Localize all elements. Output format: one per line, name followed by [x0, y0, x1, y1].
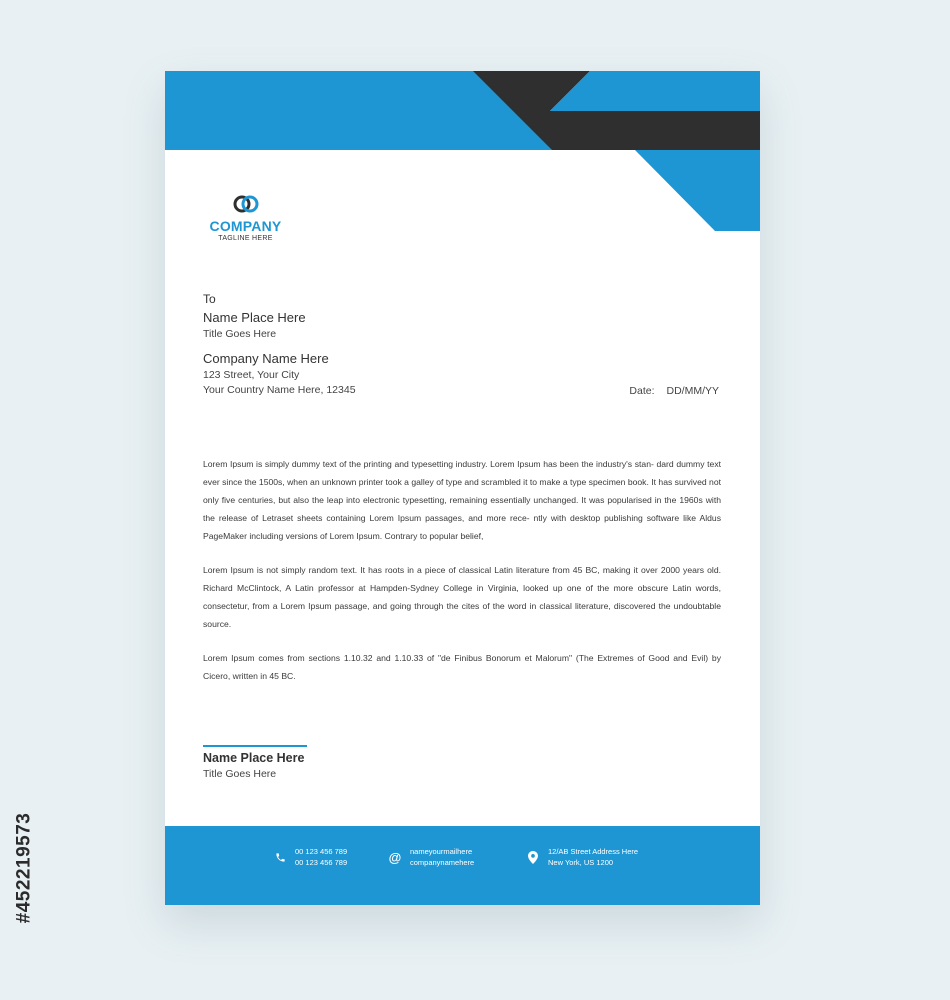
- letter-body: [203, 455, 721, 701]
- footer-email-line2: companynamehere: [410, 857, 475, 867]
- company-address-block: [203, 351, 356, 396]
- header-blue-wedge: [635, 150, 760, 231]
- body-paragraph: Lorem Ipsum is not simply random text. It has roots in a piece of classical Latin literature from 45 BC, making it over 2000 years old. Richard McClintock, A Latin professor at Hampden-Sydney College in Virginia, looked up one of the more obscure Latin words, consectetur, from a Lorem Ipsum passage, and going through the cites of the word in classical literature, discovered the undoubtable source.: [203, 565, 721, 629]
- recipient-title: Title Goes Here: [203, 328, 277, 340]
- date-field: [629, 385, 719, 397]
- letterhead-page: [165, 71, 760, 905]
- footer-email: [388, 847, 474, 868]
- recipient-block: [203, 292, 306, 340]
- company-logo: [203, 194, 288, 242]
- logo-tagline: TAGLINE HERE: [218, 235, 273, 242]
- recipient-name: Name Place Here: [203, 310, 306, 325]
- signature-name: Name Place Here: [203, 751, 305, 765]
- footer-phone-line2: 00 123 456 789: [295, 857, 348, 867]
- phone-icon: [273, 851, 287, 865]
- company-country: Your Country Name Here, 12345: [203, 384, 356, 396]
- footer-address-line2: New York, US 1200: [548, 857, 614, 867]
- at-icon: @: [388, 850, 402, 865]
- interlocked-rings-icon: [232, 194, 260, 214]
- stock-id-watermark: [14, 760, 34, 975]
- signature-title: Title Goes Here: [203, 768, 277, 780]
- footer-phone: [273, 847, 347, 868]
- logo-company-name: COMPANY: [209, 218, 282, 234]
- location-pin-icon: [526, 851, 540, 865]
- stock-id-text: #452219573: [13, 812, 35, 923]
- footer-address-line1: 12/AB Street Address Here: [548, 847, 639, 856]
- footer-band: [165, 826, 760, 905]
- footer-address: [526, 847, 638, 868]
- date-value: DD/MM/YY: [666, 385, 719, 397]
- company-street: 123 Street, Your City: [203, 369, 300, 381]
- footer-email-line1: nameyourmailhere: [410, 847, 473, 856]
- footer-phone-line1: 00 123 456 789: [295, 847, 348, 856]
- body-paragraph: Lorem Ipsum comes from sections 1.10.32 and 1.10.33 of "de Finibus Bonorum et Malorum" (The Extremes of Good and Evil) by Cicero, written in 45 BC.: [203, 653, 721, 681]
- company-name: Company Name Here: [203, 351, 329, 366]
- signature-rule: [203, 745, 307, 747]
- body-paragraph: Lorem Ipsum is simply dummy text of the printing and typesetting industry. Lorem Ipsum has been the industry's stan- dard dummy text ever since the 1500s, when an unknown printer took a galley of type and scrambled it to make a type specimen book. It has survived not only five centuries, but also the leap into electronic typesetting, remaining essentially unchanged. It was popularised in the 1960s with the release of Letraset sheets containing Lorem Ipsum passages, and more rece- ntly with desktop publishing software like Aldus PageMaker including versions of Lorem Ipsum. Contrary to popular belief,: [203, 459, 721, 541]
- date-label: Date:: [629, 385, 655, 397]
- signature-block: [203, 745, 307, 780]
- recipient-to-label: To: [203, 292, 216, 306]
